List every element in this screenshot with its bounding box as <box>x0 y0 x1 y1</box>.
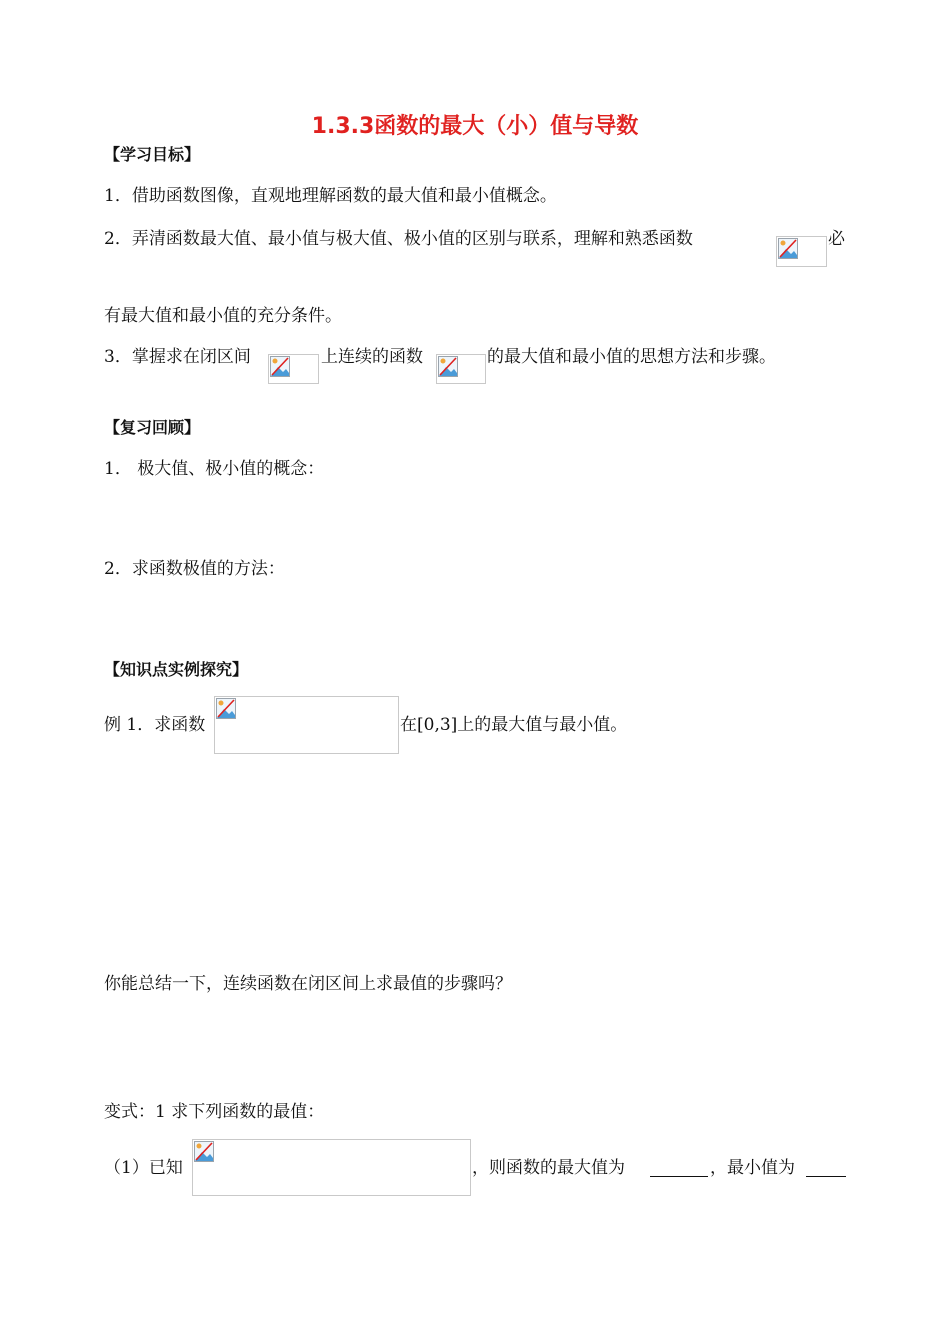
formula-image-f-x <box>776 236 827 267</box>
objective-item-2-mid: 必 <box>828 229 845 249</box>
page-title: 1.3.3函数的最大（小）值与导数 <box>311 114 639 139</box>
variant-1-end: ，最小值为 <box>710 1158 795 1178</box>
review-item-2: 2．求函数极值的方法： <box>104 559 285 579</box>
objective-item-1: 1．借助函数图像，直观地理解函数的最大值和最小值概念。 <box>104 186 557 206</box>
summary-question: 你能总结一下，连续函数在闭区间上求最值的步骤吗？ <box>104 974 512 994</box>
review-item-1: 1． 极大值、极小值的概念： <box>104 459 325 479</box>
objective-item-3-mid: 上连续的函数 <box>321 347 423 367</box>
broken-image-icon <box>778 238 798 259</box>
objective-item-2-start: 2．弄清函数最大值、最小值与极大值、极小值的区别与联系，理解和熟悉函数 <box>104 229 693 249</box>
formula-image-variant-1 <box>192 1139 471 1196</box>
objective-item-3-start: 3．掌握求在闭区间 <box>104 347 251 367</box>
formula-image-interval <box>268 354 319 384</box>
variant-1-start: （1）已知 <box>104 1158 183 1178</box>
explore-heading: 【知识点实例探究】 <box>104 660 249 679</box>
example-1-start: 例 1．求函数 <box>104 715 206 735</box>
broken-image-icon <box>194 1141 214 1162</box>
broken-image-icon <box>438 356 458 377</box>
max-value-blank[interactable] <box>650 1160 708 1177</box>
broken-image-icon <box>270 356 290 377</box>
objective-item-2-end: 有最大值和最小值的充分条件。 <box>104 306 342 326</box>
example-1-end: 在[0,3]上的最大值与最小值。 <box>400 715 628 735</box>
broken-image-icon <box>216 698 236 719</box>
formula-image-function <box>436 354 486 384</box>
variant-1-mid: ，则函数的最大值为 <box>472 1158 625 1178</box>
objective-item-3-end: 的最大值和最小值的思想方法和步骤。 <box>487 347 776 367</box>
variant-heading: 变式：1 求下列函数的最值： <box>104 1102 325 1122</box>
min-value-blank[interactable] <box>806 1160 846 1177</box>
review-heading: 【复习回顾】 <box>104 418 201 437</box>
objectives-heading: 【学习目标】 <box>104 145 201 164</box>
formula-image-example-1 <box>214 696 399 754</box>
